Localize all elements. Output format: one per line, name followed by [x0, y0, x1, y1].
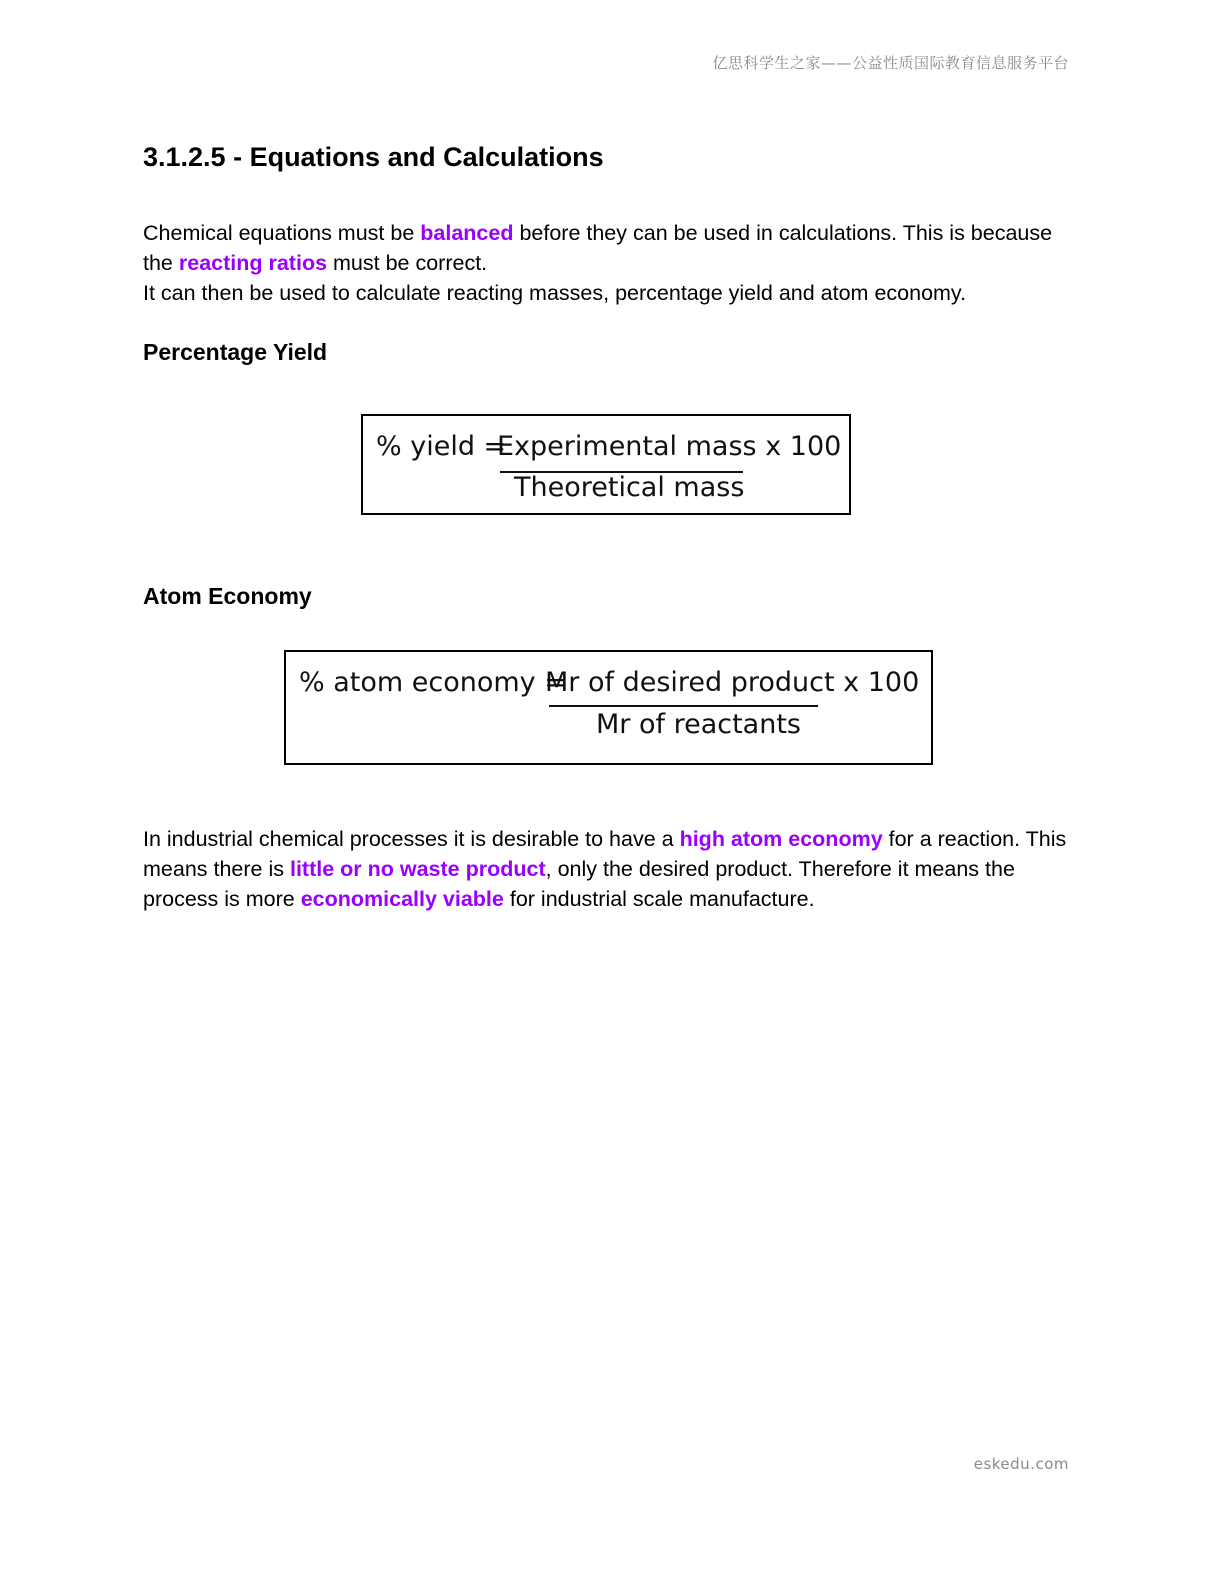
- footer-watermark: eskedu.com: [973, 1455, 1069, 1473]
- intro-text-2: before they can be used in calculations. This is because the: [143, 221, 1053, 275]
- atom-economy-numerator-text: Mr of desired product: [545, 667, 835, 698]
- intro-paragraph-2: It can then be used to calculate reacting masses, percentage yield and atom economy.: [143, 281, 967, 305]
- atom-economy-fraction-bar: [549, 705, 818, 707]
- atom-economy-heading: Atom Economy: [143, 583, 312, 609]
- conclusion-text-1: In industrial chemical processes it is desirable to have a: [143, 827, 680, 851]
- atom-economy-denominator: Mr of reactants: [596, 709, 801, 740]
- atom-economy-formula-box: [284, 650, 933, 765]
- percentage-yield-multiplier: x 100: [756, 431, 842, 462]
- intro-text-1: Chemical equations must be: [143, 221, 421, 245]
- highlight-high-atom-economy: high atom economy: [679, 827, 883, 851]
- atom-economy-multiplier: x 100: [834, 667, 920, 698]
- conclusion-text-3: , only the desired product. Therefore it means the process is more: [143, 857, 1015, 911]
- highlight-economically-viable: economically viable: [300, 887, 504, 911]
- percentage-yield-lhs: % yield =: [376, 431, 507, 462]
- conclusion-text-4: for industrial scale manufacture.: [503, 887, 815, 911]
- percentage-yield-heading: Percentage Yield: [143, 339, 328, 365]
- highlight-balanced: balanced: [420, 221, 514, 245]
- percentage-yield-numerator: [497, 431, 841, 462]
- page-title: 3.1.2.5 - Equations and Calculations: [143, 142, 604, 172]
- conclusion-paragraph: [143, 824, 1083, 914]
- highlight-reacting-ratios: reacting ratios: [178, 251, 328, 275]
- header-watermark: 亿思科学生之家——公益性质国际教育信息服务平台: [712, 54, 1069, 72]
- conclusion-text-2: for a reaction. This means there is: [143, 827, 1067, 881]
- percentage-yield-denominator: Theoretical mass: [514, 472, 745, 503]
- atom-economy-numerator: [545, 667, 919, 698]
- highlight-little-or-no-waste: little or no waste product: [289, 857, 546, 881]
- percentage-yield-formula-box: [361, 414, 851, 515]
- percentage-yield-numerator-text: Experimental mass: [497, 431, 757, 462]
- intro-text-3: must be correct.: [327, 251, 488, 275]
- intro-paragraph-1: [143, 218, 1083, 278]
- atom-economy-lhs: % atom economy =: [299, 667, 567, 698]
